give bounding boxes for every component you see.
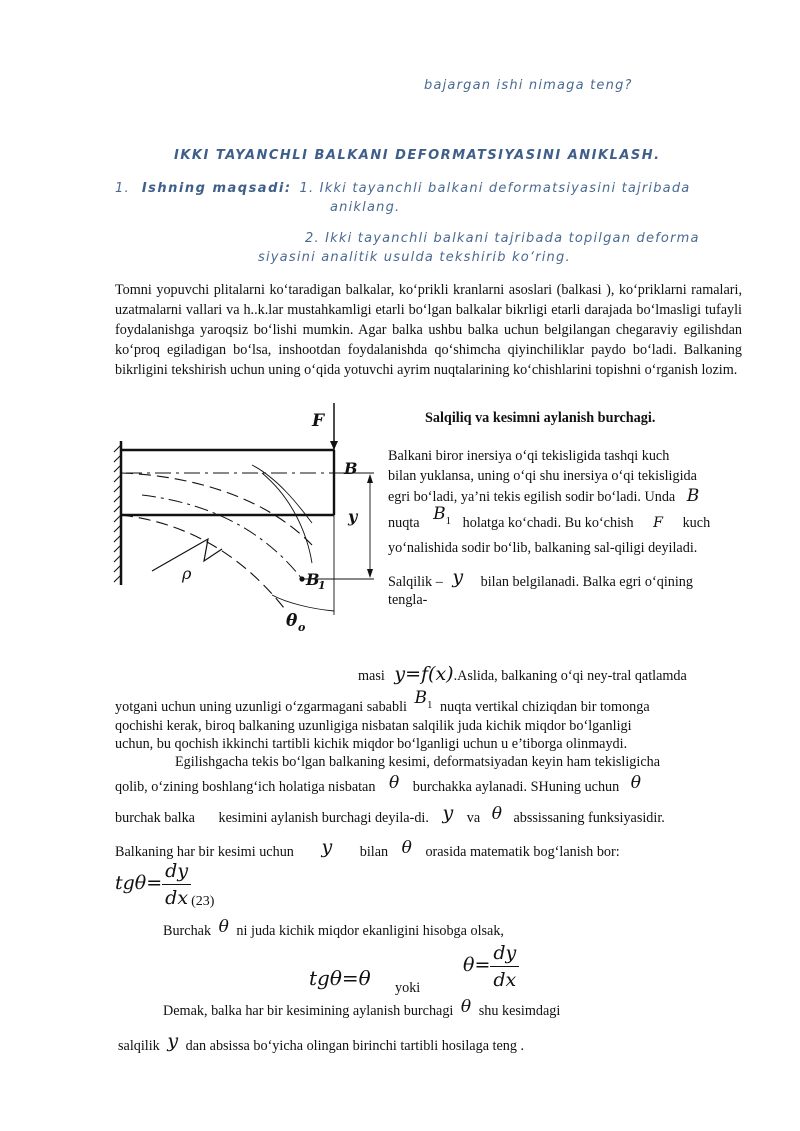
- label-theta0-sub: o: [298, 621, 306, 634]
- label-y: y: [348, 507, 358, 526]
- eq23-lhs: tgθ=: [115, 871, 163, 894]
- sym-b: B: [686, 486, 700, 506]
- yotgani-a: yotgani uchun uning uzunligi o‘zgarmagani sababli: [115, 699, 407, 715]
- side-line-4c: kuch: [682, 515, 711, 531]
- subheading: Salqiliq va kesimni aylanish burchagi.: [425, 410, 656, 426]
- qolib-a: qolib, o‘zining boshlang‘ich holatiga nisbatan: [115, 779, 376, 795]
- force-arrowhead: [330, 441, 338, 450]
- yoki-word: yoki: [395, 980, 421, 996]
- label-rho: ρ: [182, 564, 192, 583]
- yotgani-line: [115, 688, 650, 718]
- eq23-fraction: [162, 858, 191, 911]
- aim-item2-cont: siyasini analitik usulda tekshirib ko‘ring.: [258, 250, 571, 265]
- yotgani-b: nuqta vertikal chiziqdan bir tomonga: [440, 699, 650, 715]
- deflected-bottom: [121, 515, 284, 608]
- angle-arc: [272, 595, 334, 611]
- burchak-b: kesimini aylanish burchagi deyila-di.: [218, 810, 429, 826]
- side-line-1: Balkani biror inersiya o‘qi tekisligida tashqi kuch: [388, 448, 670, 464]
- egilish-line: Egilishgacha tekis bo‘lgan balkaning kesimi, deformatsiyadan keyin ham tekisligicha: [175, 754, 661, 770]
- balkaning-c: orasida matematik bog‘lanish bor:: [425, 844, 620, 860]
- sym-y-3: y: [321, 836, 333, 858]
- aim-item2: 2. Ikki tayanchli balkani tajribada topilgan deforma: [305, 231, 700, 246]
- func-formula: y=f(x): [394, 663, 454, 685]
- salqilik-b: dan absissa bo‘yicha olingan birinchi tartibli hosilaga teng .: [185, 1038, 525, 1054]
- dim-arrow-top: [367, 474, 373, 483]
- burchak-a: burchak balka: [115, 810, 195, 826]
- top-question: bajargan ishi nimaga teng?: [424, 78, 633, 93]
- aim-line-1: [115, 179, 690, 197]
- sym-y-4: y: [167, 1030, 179, 1052]
- side-line-2: bilan yuklansa, uning o‘qi shu inersiya o‘qi tekisligida: [388, 468, 697, 484]
- eq23-denominator: dx: [165, 887, 189, 909]
- radius-line-2: [262, 473, 312, 563]
- eq-theta-numerator: dy: [490, 940, 519, 967]
- sym-theta-6: θ: [460, 997, 472, 1017]
- eq-theta-derivative: [463, 940, 519, 993]
- deflected-top: [121, 473, 312, 545]
- label-b: B: [344, 459, 358, 478]
- eq-theta-fraction: [490, 940, 519, 993]
- aim-item1: 1. Ikki tayanchli balkani deformatsiyasini tajribada: [299, 181, 691, 196]
- burchak-line: [115, 802, 665, 828]
- masi-after: .Aslida, balkaning o‘qi ney-tral qatlamda: [453, 668, 687, 684]
- burchak2-line: [163, 917, 504, 941]
- sym-f: F: [653, 515, 664, 531]
- sym-b1-sub: 1: [445, 515, 452, 527]
- salqilik-line: [118, 1030, 525, 1056]
- sym-y-2: y: [442, 802, 454, 824]
- section-title: IKKI TAYANCHLI BALKANI DEFORMATSIYASINI ANIKLASH.: [174, 148, 661, 163]
- sym-theta-3: θ: [491, 804, 502, 824]
- sym-theta-5: θ: [218, 917, 229, 937]
- eq23-number: (23): [191, 893, 215, 909]
- masi-line: [358, 664, 687, 686]
- beam-diagram: [112, 403, 384, 635]
- burchak-c: va: [466, 810, 481, 826]
- eq-tg-theta: tgθ=θ: [309, 966, 371, 990]
- balkaning-b: bilan: [359, 844, 389, 860]
- aim-label: Ishning maqsadi:: [141, 181, 292, 196]
- deflected-axis: [142, 495, 302, 579]
- masi-word: masi: [358, 668, 385, 684]
- equation-23: [115, 858, 214, 911]
- label-theta0: θ: [286, 611, 298, 631]
- side-line-5: yo‘nalishida sodir bo‘lib, balkaning sal-qiligi deyiladi.: [388, 540, 698, 556]
- eq-theta-lhs: θ=: [463, 953, 491, 976]
- label-f: F: [312, 411, 325, 431]
- burchak2-b: ni juda kichik miqdor ekanligini hisobga olsak,: [236, 923, 504, 939]
- demak-line: [163, 997, 561, 1021]
- sym-theta-2: θ: [630, 773, 642, 793]
- side-line-6a: Salqilik –: [388, 574, 443, 590]
- side-line-7: tengla-: [388, 592, 428, 608]
- qolib-b: burchakka aylanadi. SHuning uchun: [412, 779, 620, 795]
- qochishi-line: qochishi kerak, biroq balkaning uzunligiga nisbatan salqilik juda kichik miqdor bo‘lganligi: [115, 718, 632, 734]
- uchun-line: uchun, bu qochish ikkinchi tartibli kichik miqdor bo‘lganligi uchun u e’tiborga olinmaydi.: [115, 736, 628, 752]
- burchak-d: abssissaning funksiyasidir.: [513, 810, 665, 826]
- sym-b1: B: [433, 504, 446, 524]
- eq23-numerator: dy: [162, 858, 191, 885]
- qolib-line: [115, 773, 642, 797]
- sym-b1-2-sub: 1: [427, 699, 433, 711]
- burchak2-a: Burchak: [163, 923, 212, 939]
- label-b1-sub: 1: [318, 579, 326, 592]
- sym-b1-2: B: [414, 688, 427, 708]
- eq-theta-denominator: dx: [493, 969, 517, 991]
- sym-theta-1: θ: [389, 773, 400, 793]
- salqilik-a: salqilik: [118, 1038, 160, 1054]
- sym-y: y: [452, 566, 464, 588]
- side-line-3-text: egri bo‘ladi, ya’ni tekis egilish sodir bo‘ladi. Unda: [388, 489, 676, 505]
- aim-item1-cont: aniklang.: [330, 200, 401, 215]
- dim-arrow-bottom: [367, 569, 373, 578]
- demak-b: shu kesimdagi: [478, 1003, 561, 1019]
- intro-paragraph: Tomni yopuvchi plitalarni ko‘taradigan balkalar, ko‘prikli kranlarni asoslari (balkasi ), ko‘priklarni ramalari, uzatmalarni vallari va h..k.lar mustahkamligi etarli bo‘lgan balkalar bikrligi etarli darajada bo‘lmasligi tufayli foydalanishga yaroqsiz bo‘lishi mumkin. Agar balka ushbu balka uchun belgilangan chegaraviy egilishdan ko‘proq egiladigan bo‘lsa, inshootdan foydalanishda qo‘shimcha qiyinchiliklar paydo bo‘ladi. Balkaning bikrligini tekshirish uchun uning o‘qida yotuvchi ayrim nuqtalarining ko‘chishlarini topishni o‘rganish lozim.: [115, 282, 742, 378]
- demak-a: Demak, balka har bir kesimining aylanish burchagi: [163, 1003, 454, 1019]
- side-line-6: [388, 566, 693, 592]
- balkaning-a: Balkaning har bir kesimi uchun: [115, 844, 294, 860]
- sym-theta-4: θ: [401, 838, 412, 858]
- side-line-4: [388, 504, 711, 534]
- side-line-6b: bilan belgilanadi. Balka egri o‘qining: [480, 574, 693, 590]
- aim-number: 1.: [115, 181, 130, 196]
- point-b1: [299, 576, 304, 581]
- label-b1: B: [306, 570, 320, 589]
- side-line-4a: nuqta: [388, 515, 420, 531]
- side-line-4b: holatga ko‘chadi. Bu ko‘chish: [462, 515, 634, 531]
